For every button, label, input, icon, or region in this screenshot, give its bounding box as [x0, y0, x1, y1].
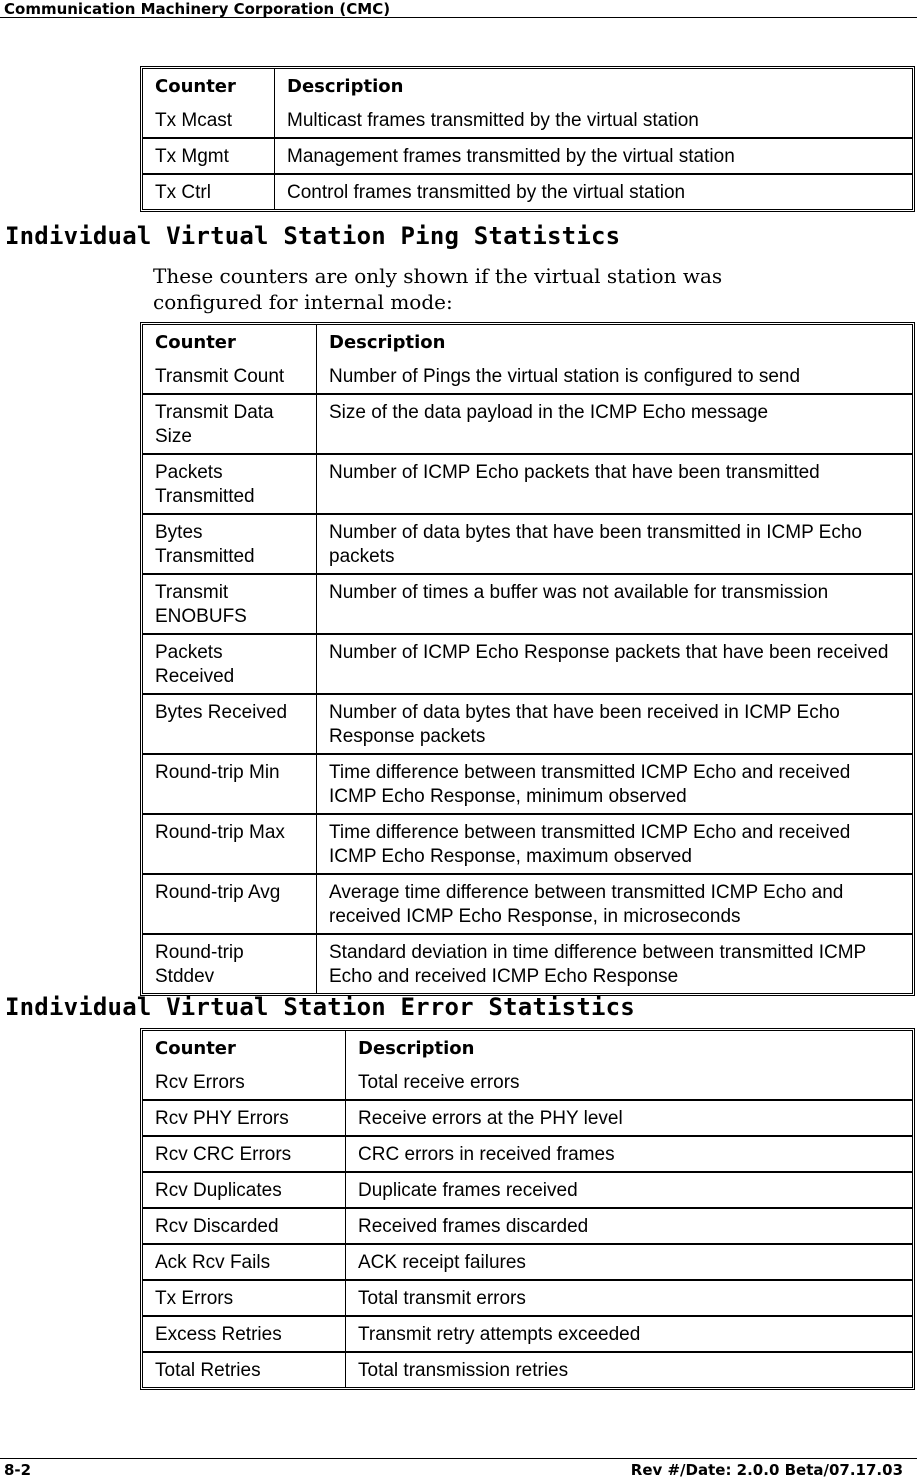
- counter-description-cell: Duplicate frames received: [346, 1173, 912, 1209]
- column-header-counter: Counter: [143, 69, 275, 103]
- table-row: [143, 935, 912, 993]
- counter-name-cell: Tx Errors: [143, 1281, 346, 1317]
- counter-description-cell: Multicast frames transmitted by the virtual station: [275, 103, 912, 139]
- counter-description-cell: Number of data bytes that have been transmitted in ICMP Echo packets: [317, 515, 912, 575]
- page-footer: [0, 1458, 917, 1483]
- counter-description-cell: Time difference between transmitted ICMP Echo and received ICMP Echo Response, maximum observed: [317, 815, 912, 875]
- tx-counters-table: [140, 66, 915, 212]
- counter-description-cell: Average time difference between transmitted ICMP Echo and received ICMP Echo Response, in microseconds: [317, 875, 912, 935]
- header-title: Communication Machinery Corporation (CMC): [4, 0, 391, 18]
- counter-name-cell: Transmit Count: [143, 359, 317, 395]
- counter-name-cell: Total Retries: [143, 1353, 346, 1387]
- counter-description-cell: Total transmit errors: [346, 1281, 912, 1317]
- table-row: [143, 139, 912, 175]
- table-header-row: [143, 69, 912, 103]
- ping-statistics-intro: These counters are only shown if the virtual station was configured for internal mode:: [153, 264, 723, 314]
- table-row: [143, 575, 912, 635]
- counter-description-cell: Time difference between transmitted ICMP Echo and received ICMP Echo Response, minimum observed: [317, 755, 912, 815]
- table-row: [143, 755, 912, 815]
- counter-name-cell: Tx Mcast: [143, 103, 275, 139]
- table-row: [143, 1173, 912, 1209]
- counter-name-cell: Rcv Discarded: [143, 1209, 346, 1245]
- column-header-counter: Counter: [143, 1031, 346, 1065]
- counter-name-cell: Transmit Data Size: [143, 395, 317, 455]
- counter-name-cell: Round-trip Min: [143, 755, 317, 815]
- counter-name-cell: Tx Ctrl: [143, 175, 275, 209]
- counter-description-cell: Size of the data payload in the ICMP Echo message: [317, 395, 912, 455]
- error-statistics-heading: Individual Virtual Station Error Statistics: [5, 993, 635, 1021]
- table-header-row: [143, 325, 912, 359]
- counter-description-cell: Total receive errors: [346, 1065, 912, 1101]
- counter-name-cell: Rcv Errors: [143, 1065, 346, 1101]
- counter-description-cell: Number of ICMP Echo packets that have been transmitted: [317, 455, 912, 515]
- counter-name-cell: Ack Rcv Fails: [143, 1245, 346, 1281]
- page-header: [0, 0, 917, 18]
- counter-description-cell: Number of Pings the virtual station is configured to send: [317, 359, 912, 395]
- table-row: [143, 1209, 912, 1245]
- table-row: [143, 455, 912, 515]
- counter-name-cell: Round-trip Stddev: [143, 935, 317, 993]
- ping-statistics-table: [140, 322, 915, 996]
- revision-date: Rev #/Date: 2.0.0 Beta/07.17.03: [630, 1461, 903, 1479]
- table-header-row: [143, 1031, 912, 1065]
- counter-name-cell: Rcv PHY Errors: [143, 1101, 346, 1137]
- table-row: [143, 359, 912, 395]
- counter-name-cell: Packets Received: [143, 635, 317, 695]
- counter-description-cell: Standard deviation in time difference between transmitted ICMP Echo and received ICMP Echo Response: [329, 942, 866, 987]
- counter-name-cell: Rcv CRC Errors: [143, 1137, 346, 1173]
- table-row: [143, 175, 912, 209]
- counter-description-cell: Control frames transmitted by the virtual station: [287, 182, 686, 203]
- counter-name-cell: Bytes Transmitted: [143, 515, 317, 575]
- counter-name-cell: Packets Transmitted: [143, 455, 317, 515]
- counter-description-cell: CRC errors in received frames: [346, 1137, 912, 1173]
- table-row: [143, 1101, 912, 1137]
- counter-name-cell: Tx Mgmt: [143, 139, 275, 175]
- error-statistics-table: [140, 1028, 915, 1390]
- table-row: [143, 103, 912, 139]
- column-header-description: Description: [358, 1038, 475, 1059]
- page-number: 8-2: [4, 1461, 32, 1479]
- counter-name-cell: Round-trip Avg: [143, 875, 317, 935]
- ping-statistics-heading: Individual Virtual Station Ping Statistics: [5, 222, 621, 250]
- table-row: [143, 635, 912, 695]
- counter-description-cell: Transmit retry attempts exceeded: [346, 1317, 912, 1353]
- counter-name-cell: Transmit ENOBUFS: [143, 575, 317, 635]
- table-row: [143, 875, 912, 935]
- counter-name-cell: Bytes Received: [143, 695, 317, 755]
- counter-description-cell: Number of data bytes that have been received in ICMP Echo Response packets: [317, 695, 912, 755]
- table-row: [143, 1317, 912, 1353]
- table-row: [143, 1281, 912, 1317]
- table-row: [143, 1245, 912, 1281]
- counter-name-cell: Rcv Duplicates: [143, 1173, 346, 1209]
- counter-name-cell: Excess Retries: [143, 1317, 346, 1353]
- table-row: [143, 695, 912, 755]
- table-row: [143, 815, 912, 875]
- table-row: [143, 1137, 912, 1173]
- counter-description-cell: Received frames discarded: [346, 1209, 912, 1245]
- column-header-description: Description: [329, 332, 446, 353]
- table-row: [143, 395, 912, 455]
- counter-description-cell: ACK receipt failures: [346, 1245, 912, 1281]
- column-header-counter: Counter: [143, 325, 317, 359]
- counter-description-cell: Number of times a buffer was not available for transmission: [317, 575, 912, 635]
- table-row: [143, 1353, 912, 1387]
- table-row: [143, 515, 912, 575]
- table-row: [143, 1065, 912, 1101]
- counter-description-cell: Number of ICMP Echo Response packets that have been received: [317, 635, 912, 695]
- column-header-description: Description: [287, 76, 404, 97]
- counter-name-cell: Round-trip Max: [143, 815, 317, 875]
- counter-description-cell: Management frames transmitted by the virtual station: [275, 139, 912, 175]
- counter-description-cell: Total transmission retries: [358, 1360, 569, 1381]
- counter-description-cell: Receive errors at the PHY level: [346, 1101, 912, 1137]
